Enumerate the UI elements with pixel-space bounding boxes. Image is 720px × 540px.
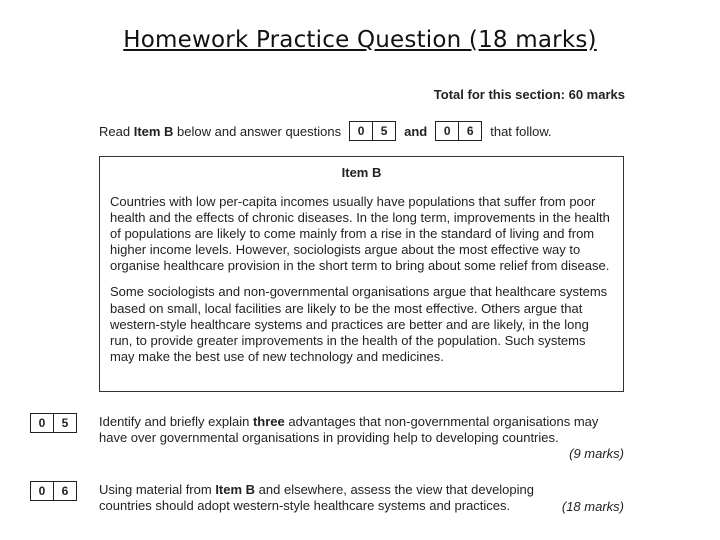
question-text-05 — [99, 414, 624, 446]
item-b-paragraph: Countries with low per-capita incomes usually have populations that suffer from poor health and the effects of chronic diseases. In the long term, improvements in the health of populations are likely to come mainly from a rise in the standard of living and from higher income levels. However, sociologists argue about the most effective way to organise healthcare provision in the short term to bring about some relief from disease. — [110, 194, 610, 274]
instruction-item-ref: Item B — [133, 123, 174, 139]
digit: 6 — [458, 122, 481, 140]
page-title: Homework Practice Question (18 marks) — [123, 27, 597, 53]
question-text-bold: three — [252, 414, 285, 429]
question-text-before: Identify and briefly explain — [99, 414, 253, 429]
instruction-text-middle: below and answer questions — [173, 123, 342, 139]
digit: 5 — [53, 414, 76, 432]
instruction-text-after: that follow. — [490, 123, 552, 139]
question-text-bold: Item B — [215, 482, 256, 497]
question-text-after: and elsewhere, assess the view that developing countries should adopt western-style healthcare systems and practices. — [99, 482, 534, 513]
question-marks-05: (9 marks) — [569, 446, 624, 461]
question-ref-05 — [349, 121, 396, 141]
question-marks-06: (18 marks) — [561, 499, 624, 514]
digit: 0 — [38, 416, 46, 430]
instruction-text-before: Read — [99, 123, 134, 139]
digit: 6 — [53, 482, 76, 500]
instruction-and: and — [404, 123, 428, 139]
instruction-line — [99, 121, 552, 141]
question-number-06 — [30, 481, 77, 501]
section-total: Total for this section: 60 marks — [433, 87, 625, 102]
question-text-after: advantages that non-governmental organisations may have over governmental organisations in providing help to developing countries. — [99, 414, 599, 445]
digit: 0 — [357, 124, 365, 138]
question-number-05 — [30, 413, 77, 433]
question-text-06 — [99, 482, 569, 514]
digit: 0 — [443, 124, 451, 138]
item-b-heading: Item B — [341, 165, 382, 180]
digit: 0 — [38, 484, 46, 498]
digit: 5 — [372, 122, 395, 140]
question-ref-06 — [435, 121, 482, 141]
question-text-before: Using material from — [99, 482, 216, 497]
item-b-paragraph: Some sociologists and non-governmental organisations argue that healthcare systems based on small, local facilities are likely to be the most effective. Others argue that western-style healthcare systems and practices are better and are likely, in the long run, to provide greater improvements in the health of the population. Such systems may make the best use of new technology and medicines. — [110, 284, 608, 364]
item-b-box — [99, 156, 624, 392]
